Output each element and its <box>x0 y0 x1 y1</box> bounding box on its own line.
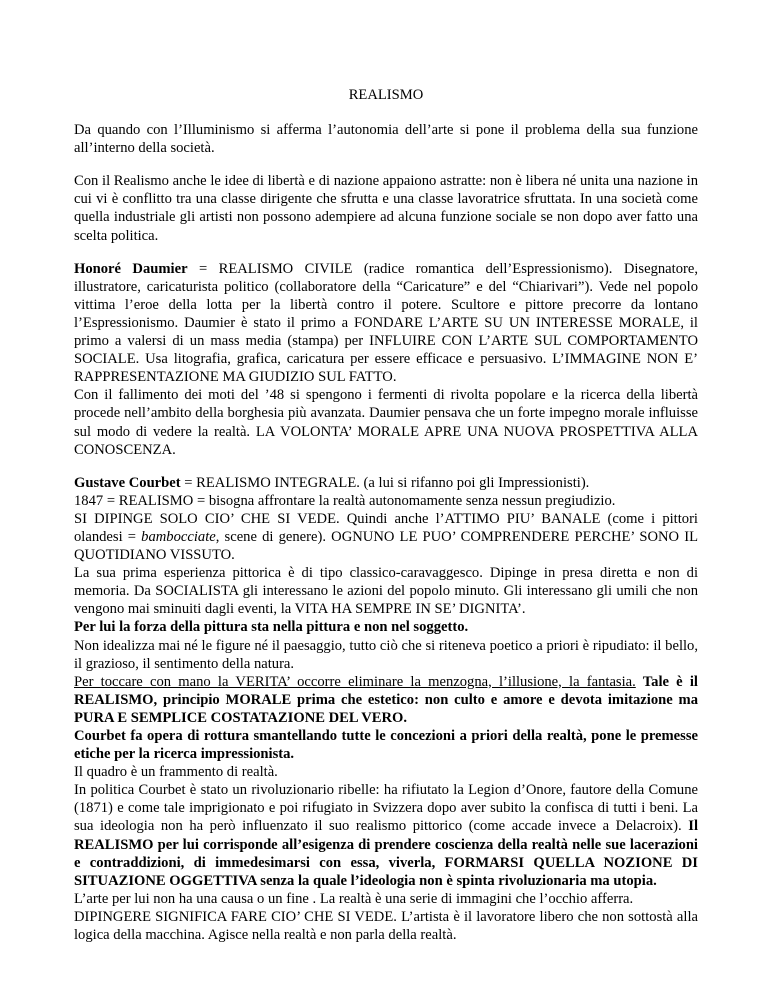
courbet-l3-italic: bambocciate <box>141 528 216 545</box>
document-page <box>74 86 698 944</box>
courbet-section <box>74 474 698 944</box>
courbet-name: Gustave Courbet <box>74 474 181 491</box>
courbet-line-9: Il quadro è un frammento di realtà. <box>74 764 278 781</box>
courbet-underlined: Per toccare con mano la VERITA’ occorre eliminare la menzogna, l’illusione, la fantasia. <box>74 673 636 690</box>
courbet-line-8 <box>74 727 698 763</box>
courbet-line-5 <box>74 618 698 636</box>
page-title: REALISMO <box>348 87 424 103</box>
courbet-line-3 <box>74 510 698 564</box>
courbet-line-11: L’arte per lui non ha una causa o un fine . La realtà è una serie di immagini che l’occhio afferra. <box>74 890 634 907</box>
daumier-paragraph-2: Con il fallimento dei moti del ’48 si spengono i fermenti di rivolta popolare e la ricerca della libertà procede nell’ambito della borghesia più avanzata. Daumier pensava che un forte impegno morale influisse sul modo di vedere la realtà. LA VOLONTA’ MORALE APRE UNA NUOVA PROSPETTIVA ALLA CONOSCENZA. <box>74 387 698 458</box>
courbet-realism-definition: Tale è il REALISMO, principio MORALE prima che estetico: non culto e amore e devota imitazione ma PURA E SEMPLICE COSTATAZIONE DEL VERO. <box>74 673 698 726</box>
courbet-politics: In politica Courbet è stato un rivoluzionario ribelle: ha rifiutato la Legion d’Onore, fautore della Comune (1871) e come tale imprigionato e poi rifugiato in Svizzera dopo aver subito la confisca di tutti i beni. La sua ideologia non ha però influenzato il suo realismo pittorico (come accade invece a Delacroix). <box>74 782 698 835</box>
courbet-line-12: DIPINGERE SIGNIFICA FARE CIO’ CHE SI VEDE. L’artista è il lavoratore libero che non sottostà alla logica della macchina. Agisce nella realtà e non parla della realtà. <box>74 908 698 944</box>
courbet-line-2: 1847 = REALISMO = bisogna affrontare la realtà autonomamente senza nessun pregiudizio. <box>74 492 616 509</box>
courbet-rupture: Courbet fa opera di rottura smantellando tutte le concezioni a priori della realtà, pone le premesse etiche per la ricerca impressionista. <box>74 728 698 763</box>
courbet-heading-text: = REALISMO INTEGRALE. (a lui si rifanno poi gli Impressionisti). <box>180 474 590 491</box>
intro-paragraph-2: Con il Realismo anche le idee di libertà e di nazione appaiono astratte: non è libera né unita una nazione in cui vi è conflitto tra una classe dirigente che sfrutta e una classe lavoratrice sfruttata. In una società come quella industriale gli artisti non possono adempiere ad alcuna funzione sociale se non dopo aver fatto una scelta politica. <box>74 173 698 244</box>
courbet-realism-meaning: Il REALISMO per lui corrisponde all’esigenza di prendere coscienza della realtà nelle sue lacerazioni e contraddizioni, di immedesimarsi con essa, viverla, FORMARSI QUELLA NOZIONE DI SITUAZIONE OGGETTIVA senza la quale l’ideologia non è spinta rivoluzionaria ma utopia. <box>74 818 698 889</box>
courbet-line-10 <box>74 781 698 890</box>
courbet-l3-b: , scene di genere). OGNUNO LE PUO’ COMPRENDERE PERCHE’ SONO IL QUOTIDIANO VISSUTO. <box>74 528 698 564</box>
intro-paragraph-1: Da quando con l’Illuminismo si afferma l’autonomia dell’arte si pone il problema della sua funzione all’interno della società. <box>74 122 698 157</box>
courbet-bold-statement: Per lui la forza della pittura sta nella pittura e non nel soggetto. <box>74 619 469 636</box>
courbet-line-6: Non idealizza mai né le figure né il paesaggio, tutto ciò che si riteneva poetico a priori è ripudiato: il bello, il grazioso, il sentimento della natura. <box>74 637 698 672</box>
daumier-name: Honoré Daumier <box>74 260 188 277</box>
courbet-line-7 <box>74 673 698 727</box>
daumier-text: = REALISMO CIVILE (radice romantica dell’Espressionismo). Disegnatore, illustratore, caricaturista politico (collaboratore della “Caricature” e del “Chiarivari”). Vede nel popolo vittima l’eroe della lotta per la libertà contro il potere. Scultore e pittore precorre da lontano l’Espressionismo. Daumier è stato il primo a FONDARE L’ARTE SU UN INTERESSE MORALE, il primo a valersi di un mass media (stampa) per INFLUIRE CON L’ARTE SUL COMPORTAMENTO SOCIALE. Usa litografia, grafica, caricatura per essere efficace e persuasivo. L’IMMAGINE NON E’ RAPPRESENTAZIONE MA GIUDIZIO SUL FATTO. <box>74 260 698 386</box>
courbet-line-4: La sua prima esperienza pittorica è di tipo classico-caravaggesco. Dipinge in presa diretta e non di memoria. Da SOCIALISTA gli interessano le azioni del popolo minuto. Gli interessano gli umili che non vengono mai sminuiti dagli eventi, la VITA HA SEMPRE IN SE’ DIGNITA’. <box>74 565 698 618</box>
daumier-paragraph <box>74 260 698 387</box>
courbet-line-1 <box>74 474 698 492</box>
courbet-l3-a: SI DIPINGE SOLO CIO’ CHE SI VEDE. Quindi anche l’ATTIMO PIU’ BANALE (come i pittori olandesi = <box>74 510 698 545</box>
